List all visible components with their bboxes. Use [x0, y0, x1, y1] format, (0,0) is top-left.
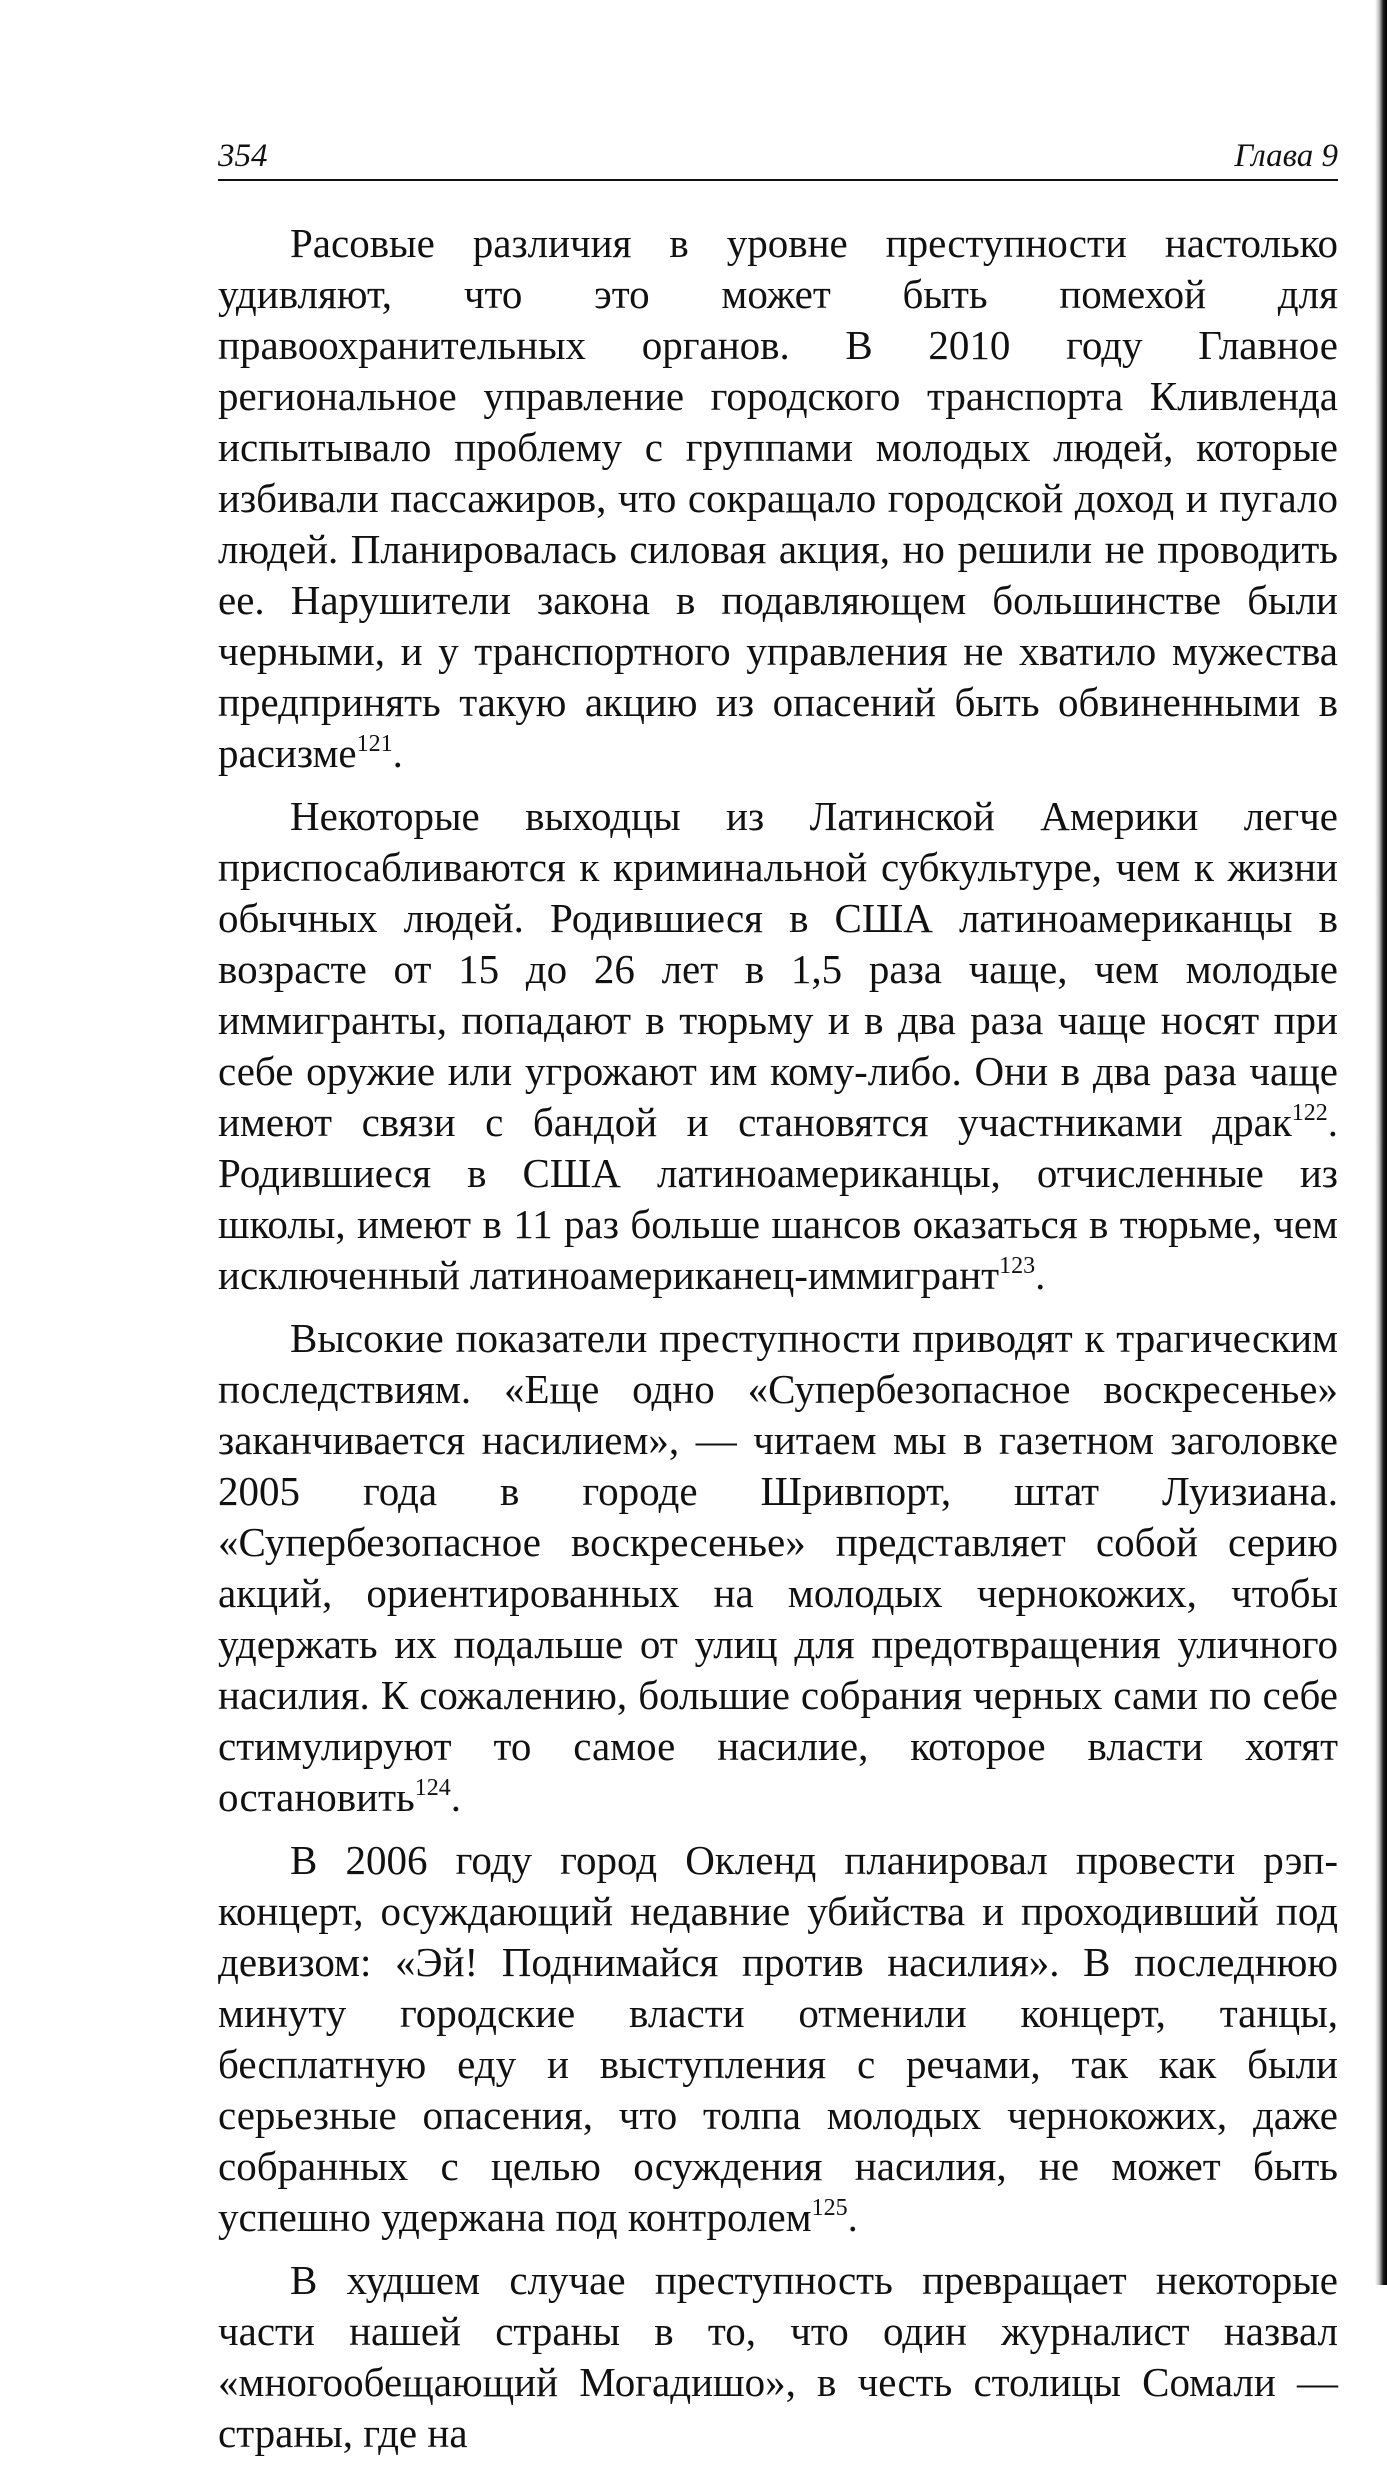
footnote-ref-125: 125: [811, 2195, 848, 2221]
paragraph-1-text: Расовые различия в уровне преступности настолько удивляют, что это может быть помехой для правоохранительных органов. В 2010 году Главное региональное управление городского транспорта Кливленда испытывало проблему с группами молодых людей, которые избивали пассажиров, что сокращало городской доход и пугало людей. Планировалась силовая акция, но решили не проводить ее. Нарушители закона в подавляющем большинстве были черными, и у транспортного управления не хватило мужества предпринять такую акцию из опасений быть обвиненными в расизме: [218, 220, 1338, 776]
paragraph-1-end: .: [392, 730, 403, 776]
page-number: 354: [218, 138, 268, 174]
paragraph-4: [218, 1835, 1338, 2243]
paragraph-4-text: В 2006 году город Окленд планировал провести рэп-концерт, осуждающий недавние убийства и проходивший под девизом: «Эй! Поднимайся против насилия». В последнюю минуту городские власти отменили концерт, танцы, бесплатную еду и выступления с речами, так как были серьезные опасения, что толпа молодых чернокожих, даже собранных с целью осуждения насилия, не может быть успешно удержана под контролем: [218, 1837, 1338, 2240]
paragraph-2-end: .: [1035, 1252, 1046, 1298]
paragraph-2-text: Некоторые выходцы из Латинской Америки легче приспосабливаются к криминальной субкультуре, чем к жизни обычных людей. Родившиеся в США латиноамериканцы в возрасте от 15 до 26 лет в 1,5 раза чаще, чем молодые иммигранты, попадают в тюрьму и в два раза чаще носят при себе оружие или угрожают им кому-либо. Они в два раза чаще имеют связи с бандой и становятся участниками драк: [218, 793, 1338, 1145]
paragraph-2: [218, 791, 1338, 1301]
paragraph-2-mid: . Родившиеся в США латиноамериканцы, отчисленные из школы, имеют в 11 раз больше шансов оказаться в тюрьме, чем исключенный латиноамериканец-иммигрант: [218, 1099, 1338, 1298]
paragraph-4-end: .: [847, 2194, 858, 2240]
paragraph-5: [218, 2255, 1338, 2459]
footnote-ref-123: 123: [999, 1253, 1036, 1279]
chapter-label: Глава 9: [1234, 138, 1338, 174]
scan-edge-shadow: [1375, 0, 1387, 2285]
paragraph-5-text: В худшем случае преступность превращает некоторые части нашей страны в то, что один журналист назвал «многообещающий Могадишо», в честь столицы Сомали — страны, где на: [218, 2257, 1338, 2456]
footnote-ref-122: 122: [1291, 1100, 1328, 1126]
paragraph-3-text: Высокие показатели преступности приводят к трагическим последствиям. «Еще одно «Супербезопасное воскресенье» заканчивается насилием», — читаем мы в газетном заголовке 2005 года в городе Шривпорт, штат Луизиана. «Супербезопасное воскресенье» представляет собой серию акций, ориентированных на молодых чернокожих, чтобы удержать их подальше от улиц для предотвращения уличного насилия. К сожалению, большие собрания черных сами по себе стимулируют то самое насилие, которое власти хотят остановить: [218, 1315, 1338, 1820]
footnote-ref-124: 124: [414, 1775, 451, 1801]
paragraph-3-end: .: [450, 1774, 461, 1820]
footnote-ref-121: 121: [356, 731, 393, 757]
paragraph-3: [218, 1313, 1338, 1823]
running-header: [218, 135, 1338, 181]
body-text: [218, 218, 1338, 2471]
paragraph-1: [218, 218, 1338, 779]
